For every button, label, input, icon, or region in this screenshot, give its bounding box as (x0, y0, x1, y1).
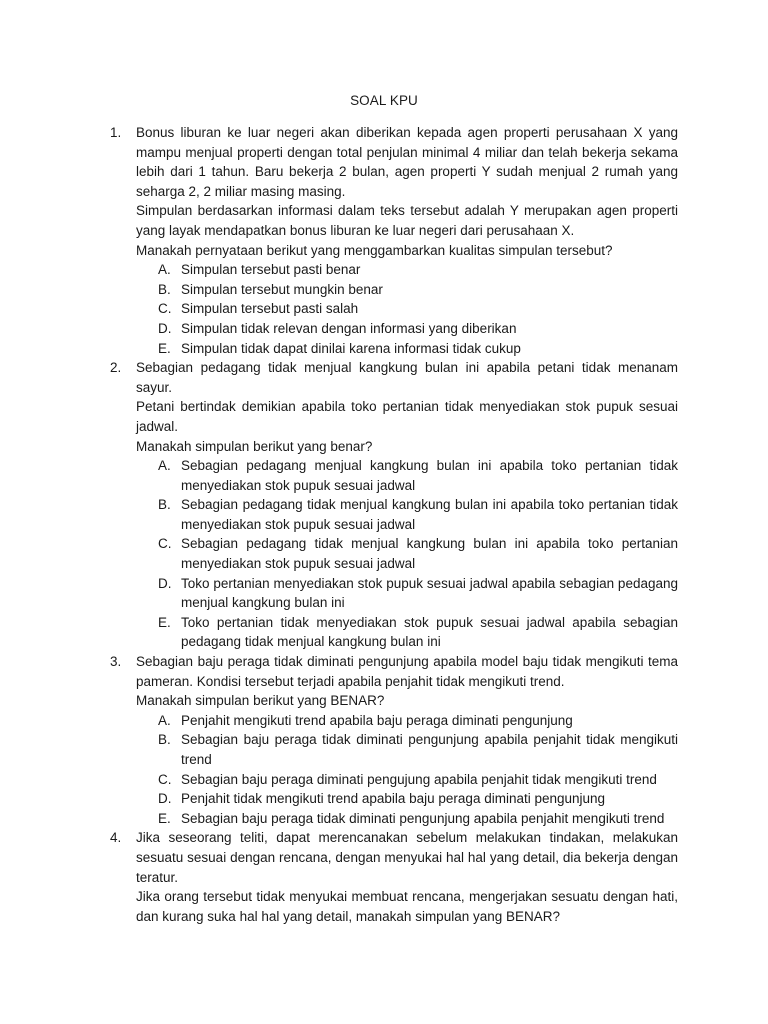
question-number: 4. (110, 830, 122, 846)
answer-option (136, 495, 678, 534)
option-letter: E. (158, 340, 171, 356)
answer-option (136, 770, 678, 790)
option-letter: A. (158, 262, 171, 278)
option-text: Simpulan tersebut pasti salah (181, 301, 359, 317)
question-paragraph: Manakah simpulan berikut yang BENAR? (136, 693, 385, 709)
option-letter: C. (158, 771, 172, 787)
answer-option (136, 299, 678, 319)
answer-option (136, 319, 678, 339)
answer-option (136, 730, 678, 769)
option-letter: B. (158, 281, 171, 297)
option-letter: C. (158, 536, 172, 552)
answer-option (136, 260, 678, 280)
option-text: Simpulan tidak relevan dengan informasi yang diberikan (181, 320, 517, 336)
option-letter: E. (158, 614, 171, 630)
option-text: Penjahit mengikuti trend apabila baju peraga diminati pengunjung (181, 712, 573, 728)
answer-option (136, 339, 678, 359)
answer-option (136, 789, 678, 809)
option-letter: B. (158, 732, 171, 748)
option-text: Simpulan tersebut mungkin benar (181, 281, 383, 297)
answer-options (136, 260, 678, 358)
answer-options (136, 711, 678, 829)
question-3 (110, 652, 678, 828)
question-paragraph: Simpulan berdasarkan informasi dalam teks tersebut adalah Y merupakan agen properti yang layak mendapatkan bonus liburan ke luar negeri dari perusahaan X. (136, 203, 678, 238)
option-text: Sebagian pedagang menjual kangkung bulan ini apabila toko pertanian tidak menyediakan stok pupuk sesuai jadwal (181, 458, 678, 493)
option-text: Simpulan tidak dapat dinilai karena informasi tidak cukup (181, 340, 521, 356)
question-paragraph: Bonus liburan ke luar negeri akan diberikan kepada agen properti perusahaan X yang mampu menjual properti dengan total penjulan minimal 4 miliar dan telah bekerja sekama lebih dari 1 tahun. Baru bekerja 2 bulan, agen properti Y sudah menjual 2 rumah yang seharga 2, 2 miliar masing masing. (136, 125, 678, 199)
option-letter: A. (158, 712, 171, 728)
option-text: Sebagian baju peraga diminati pengujung apabila penjahit tidak mengikuti trend (181, 771, 657, 787)
option-text: Sebagian pedagang tidak menjual kangkung bulan ini apabila toko pertanian menyediakan stok pupuk sesuai jadwal (181, 536, 678, 572)
option-letter: D. (158, 791, 172, 807)
option-text: Toko pertanian tidak menyediakan stok pupuk sesuai jadwal apabila sebagian pedagang tidak menjual kangkung bulan ini (181, 614, 678, 650)
option-text: Toko pertanian menyediakan stok pupuk sesuai jadwal apabila sebagian pedagang menjual kangkung bulan ini (181, 575, 678, 611)
answer-option (136, 809, 678, 829)
answer-option (136, 711, 678, 731)
answer-option (136, 280, 678, 300)
question-paragraph: Sebagian baju peraga tidak diminati pengunjung apabila model baju tidak mengikuti tema pameran. Kondisi tersebut terjadi apabila penjahit tidak mengikuti trend. (136, 654, 678, 689)
question-paragraph: Manakah pernyataan berikut yang menggambarkan kualitas simpulan tersebut? (136, 242, 613, 258)
question-1 (110, 123, 678, 358)
option-letter: E. (158, 810, 171, 826)
question-number: 2. (110, 360, 122, 376)
question-number: 3. (110, 654, 122, 670)
answer-option (136, 534, 678, 573)
option-text: Penjahit tidak mengikuti trend apabila baju peraga diminati pengunjung (181, 791, 606, 807)
question-paragraph: Jika seseorang teliti, dapat merencanakan sebelum melakukan tindakan, melakukan sesuatu sesuai dengan rencana, dengan menyukai hal hal yang detail, dia bekerja dengan teratur. (136, 830, 678, 885)
option-letter: B. (158, 497, 171, 513)
option-letter: D. (158, 575, 172, 591)
question-paragraph: Petani bertindak demikian apabila toko pertanian tidak menyediakan stok pupuk sesuai jadwal. (136, 399, 678, 434)
answer-option (136, 574, 678, 613)
question-2 (110, 358, 678, 652)
question-paragraph: Jika orang tersebut tidak menyukai membuat rencana, mengerjakan sesuatu dengan hati, dan kurang suka hal hal yang detail, manakah simpulan yang BENAR? (136, 889, 678, 924)
option-text: Simpulan tersebut pasti benar (181, 262, 361, 278)
answer-options (136, 456, 678, 652)
option-text: Sebagian pedagang tidak menjual kangkung bulan ini apabila toko pertanian tidak menyediakan stok pupuk sesuai jadwal (181, 497, 678, 532)
question-paragraph: Sebagian pedagang tidak menjual kangkung bulan ini apabila petani tidak menanam sayur. (136, 360, 678, 395)
question-number: 1. (110, 125, 122, 140)
page-title: SOAL KPU (350, 93, 418, 108)
option-letter: C. (158, 301, 172, 317)
option-letter: D. (158, 320, 172, 336)
question-paragraph: Manakah simpulan berikut yang benar? (136, 438, 373, 454)
option-text: Sebagian baju peraga tidak diminati pengunjung apabila penjahit tidak mengikuti trend (181, 732, 678, 767)
question-4 (110, 828, 678, 926)
question-list (110, 123, 678, 926)
option-text: Sebagian baju peraga tidak diminati pengunjung apabila penjahit mengikuti trend (181, 810, 665, 826)
answer-option (136, 456, 678, 495)
answer-option (136, 613, 678, 652)
option-letter: A. (158, 458, 171, 474)
